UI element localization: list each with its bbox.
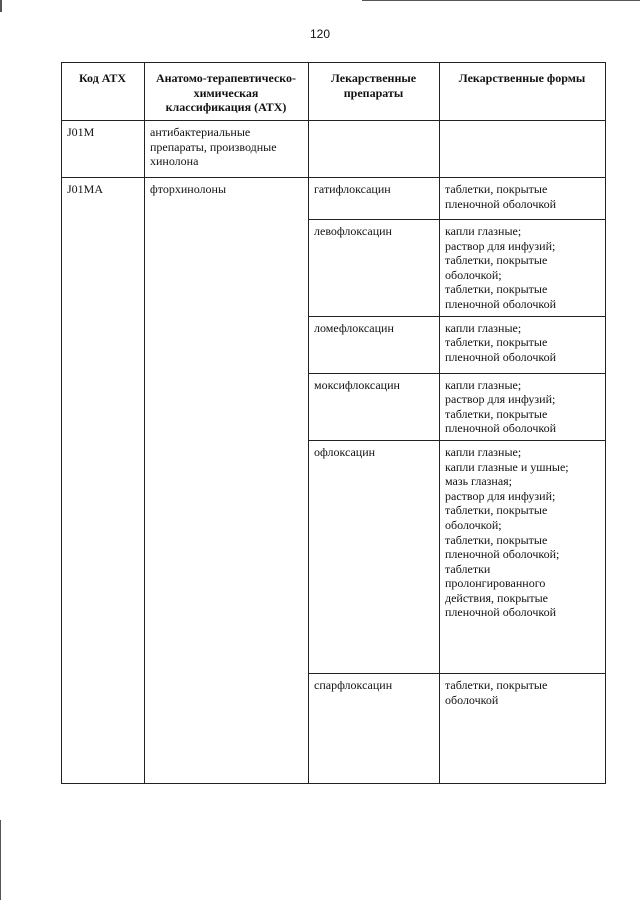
scan-mark-top-right xyxy=(362,0,640,1)
cell-drug-name: ломефлоксацин xyxy=(309,316,440,373)
cell-empty xyxy=(309,121,440,178)
cell-dosage-forms: капли глазные; раствор для инфузий; таблетки, покрытые оболочкой; таблетки, покрытые пленочной оболочкой xyxy=(440,220,606,317)
table-row xyxy=(62,121,606,178)
header-drugs: Лекарственные препараты xyxy=(309,63,440,121)
table-row xyxy=(62,178,606,220)
cell-drug-name: левофлоксацин xyxy=(309,220,440,317)
cell-drug-name: спарфлоксацин xyxy=(309,673,440,783)
page-number: 120 xyxy=(309,27,331,41)
header-atx-classification: Анатомо-терапевтическо-химическая классификация (АТХ) xyxy=(145,63,309,121)
cell-dosage-forms: капли глазные; таблетки, покрытые пленочной оболочкой xyxy=(440,316,606,373)
cell-group-classification: антибактериальные препараты, производные хинолона xyxy=(145,121,309,178)
cell-empty xyxy=(440,121,606,178)
cell-dosage-forms: таблетки, покрытые оболочкой xyxy=(440,673,606,783)
cell-dosage-forms: капли глазные; капли глазные и ушные; мазь глазная; раствор для инфузий; таблетки, покрытые оболочкой; таблетки, покрытые пленочной оболочкой; таблетки пролонгированного действия, покрытые пленочной оболочкой xyxy=(440,440,606,673)
scan-mark-top-left xyxy=(0,0,2,12)
table-header-row xyxy=(62,63,606,121)
atx-classification-table xyxy=(61,62,606,784)
cell-dosage-forms: капли глазные; раствор для инфузий; таблетки, покрытые пленочной оболочкой xyxy=(440,373,606,440)
cell-drug-name: гатифлоксацин xyxy=(309,178,440,220)
cell-subgroup-code: J01MA xyxy=(62,178,145,784)
cell-group-code: J01M xyxy=(62,121,145,178)
header-dosage-forms: Лекарственные формы xyxy=(440,63,606,121)
cell-drug-name: моксифлоксацин xyxy=(309,373,440,440)
cell-subgroup-classification: фторхинолоны xyxy=(145,178,309,784)
cell-drug-name: офлоксацин xyxy=(309,440,440,673)
header-atx-code: Код АТХ xyxy=(62,63,145,121)
scan-mark-bottom-left xyxy=(0,820,1,900)
cell-dosage-forms: таблетки, покрытые пленочной оболочкой xyxy=(440,178,606,220)
